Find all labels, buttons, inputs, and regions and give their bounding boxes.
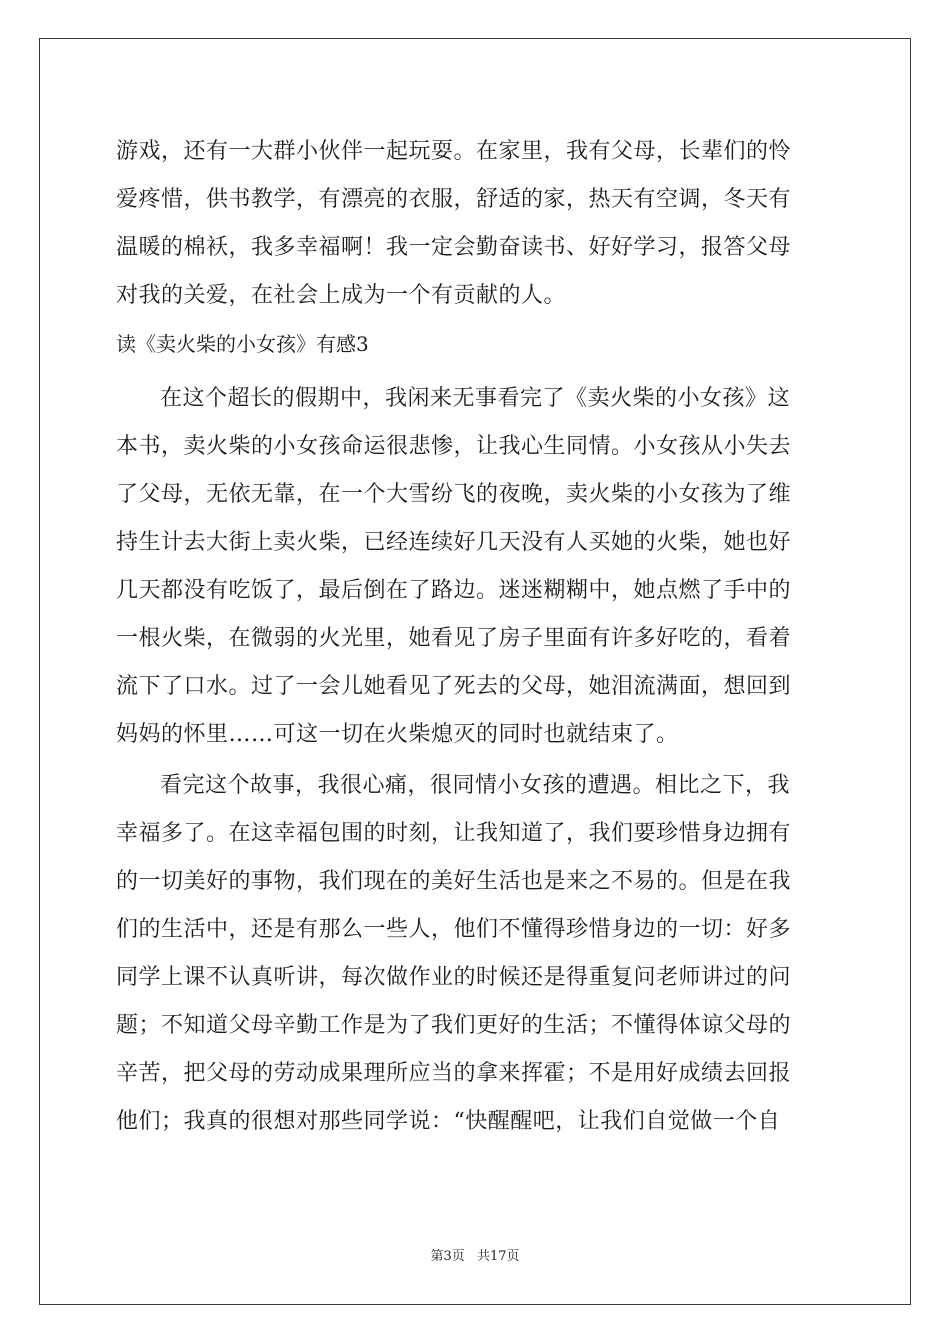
text-line: 了父母，无依无靠，在一个大雪纷飞的夜晚，卖火柴的小女孩为了维 [116, 482, 792, 507]
text-line: 他们；我真的很想对那些同学说：“快醒醒吧，让我们自觉做一个自 [116, 1109, 781, 1134]
paragraph-2 [116, 762, 832, 1146]
text-line: 流下了口水。过了一会儿她看见了死去的父母，她泪流满面，想回到 [116, 674, 792, 699]
text-line: 妈妈的怀里……可这一切在火柴熄灭的同时也就结束了。 [116, 722, 679, 747]
text-line: 爱疼惜，供书教学，有漂亮的衣服，舒适的家，热天有空调，冬天有 [116, 187, 792, 212]
text-line: 同学上课不认真听讲，每次做作业的时候还是得重复问老师讲过的问 [116, 965, 792, 990]
text-line: 温暖的棉袄，我多幸福啊！我一定会勤奋读书、好好学习，报答父母 [116, 235, 792, 260]
text-line: 辛苦，把父母的劳动成果理所应当的拿来挥霍；不是用好成绩去回报 [116, 1061, 792, 1086]
text-line: 持生计去大街上卖火柴，已经连续好几天没有人买她的火柴，她也好 [116, 530, 792, 555]
text-line: 游戏，还有一大群小伙伴一起玩耍。在家里，我有父母，长辈们的怜 [116, 139, 792, 164]
text-line: 几天都没有吃饭了，最后倒在了路边。迷迷糊糊中，她点燃了手中的 [116, 578, 792, 603]
document-body [116, 128, 832, 1146]
text-line: 一根火柴，在微弱的火光里，她看见了房子里面有许多好吃的，看着 [116, 626, 792, 651]
text-line: 题；不知道父母辛勤工作是为了我们更好的生活；不懂得体谅父母的 [116, 1013, 792, 1038]
page-number: 第3页 [430, 1249, 465, 1264]
text-line: 看完这个故事，我很心痛，很同情小女孩的遭遇。相比之下，我 [160, 773, 791, 798]
section-title: 读《卖火柴的小女孩》有感3 [116, 332, 369, 356]
paragraph-1 [116, 375, 832, 759]
page-footer [0, 1245, 950, 1264]
text-line: 在这个超长的假期中，我闲来无事看完了《卖火柴的小女孩》这 [160, 386, 791, 411]
text-line: 们的生活中，还是有那么一些人，他们不懂得珍惜身边的一切：好多 [116, 917, 792, 942]
text-line: 幸福多了。在这幸福包围的时刻，让我知道了，我们要珍惜身边拥有 [116, 821, 792, 846]
text-line: 的一切美好的事物，我们现在的美好生活也是来之不易的。但是在我 [116, 869, 792, 894]
text-line: 对我的关爱，在社会上成为一个有贡献的人。 [116, 283, 567, 308]
page-total: 共17页 [476, 1249, 520, 1264]
continuation-paragraph [116, 128, 832, 320]
text-line: 本书，卖火柴的小女孩命运很悲惨，让我心生同情。小女孩从小失去 [116, 434, 792, 459]
